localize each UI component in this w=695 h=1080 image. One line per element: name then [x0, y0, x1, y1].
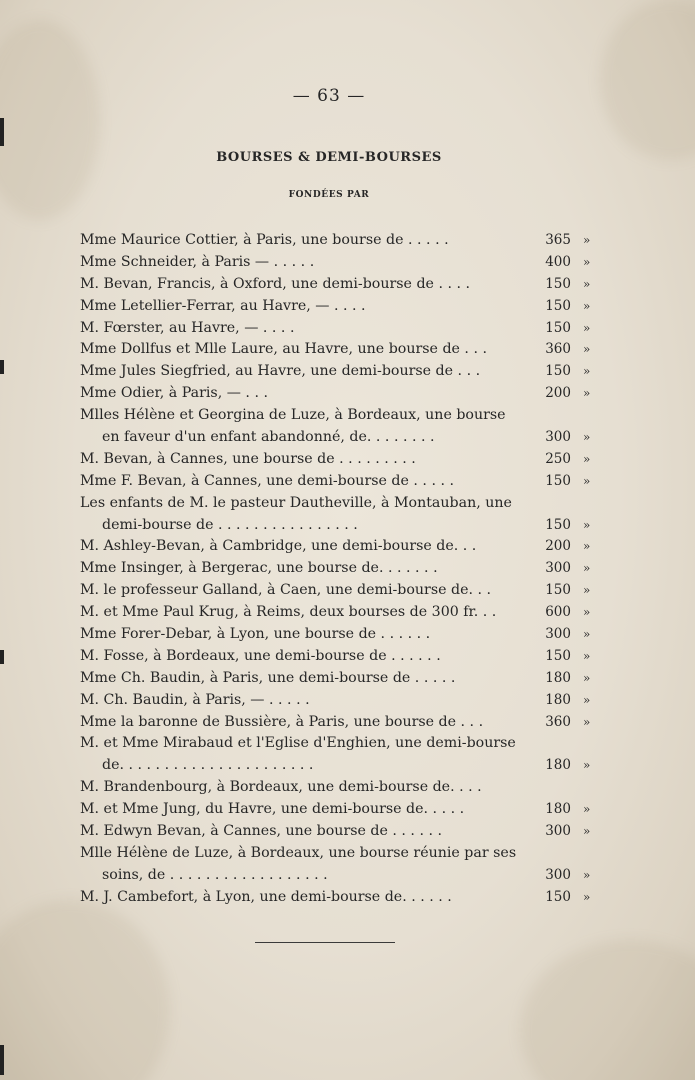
entry-amount: 180 — [545, 801, 571, 818]
entry-mark: » — [583, 320, 591, 335]
entry-mark: » — [583, 867, 591, 882]
list-item — [0, 339, 695, 361]
entry-amount: 300 — [545, 823, 571, 840]
entry-text: Mme Ch. Baudin, à Paris, une demi-bourse de . . . . . — [80, 669, 456, 686]
entry-mark: » — [583, 539, 591, 554]
entry-mark: » — [583, 276, 591, 291]
list-item — [0, 646, 695, 668]
entry-amount: 300 — [545, 866, 571, 883]
entry-text: Mme Insinger, à Bergerac, une bourse de. . . . . . . — [80, 560, 438, 577]
list-item — [0, 843, 695, 865]
list-item — [0, 252, 695, 274]
entry-text: M. Edwyn Bevan, à Cannes, une bourse de . . . . . . — [80, 823, 443, 840]
list-item — [0, 427, 695, 449]
list-item — [0, 515, 695, 537]
page-subtitle: FONDÉES PAR — [288, 190, 370, 200]
entry-mark: » — [583, 430, 591, 445]
list-item — [0, 558, 695, 580]
entry-amount: 150 — [545, 582, 571, 599]
entry-amount: 300 — [545, 626, 571, 643]
entry-mark: » — [583, 561, 591, 576]
entry-amount: 180 — [545, 757, 571, 774]
entry-text: M. Ashley-Bevan, à Cambridge, une demi-bourse de. . . — [80, 538, 477, 555]
entry-amount: 150 — [545, 363, 571, 380]
list-item — [0, 624, 695, 646]
entry-mark: » — [583, 364, 591, 379]
page-number: — 63 — — [292, 86, 366, 106]
list-item — [0, 318, 695, 340]
entry-text: en faveur d'un enfant abandonné, de. . . . . . . . — [102, 429, 435, 446]
entry-mark: » — [583, 254, 591, 269]
entry-text: M. Fœrster, au Havre, — . . . . — [80, 319, 295, 336]
list-item — [0, 777, 695, 799]
entry-amount: 180 — [545, 669, 571, 686]
entry-text: Mme Odier, à Paris, — . . . — [80, 385, 268, 402]
list-item — [0, 668, 695, 690]
donor-list — [0, 230, 695, 909]
entry-mark: » — [583, 889, 591, 904]
entry-text: Mme Schneider, à Paris — . . . . . — [80, 253, 315, 270]
closing-rule — [255, 942, 395, 943]
entry-amount: 200 — [545, 538, 571, 555]
list-item — [0, 821, 695, 843]
page-title: BOURSES & DEMI-BOURSES — [216, 150, 442, 165]
entry-text: Mme F. Bevan, à Cannes, une demi-bourse de . . . . . — [80, 472, 454, 489]
entry-amount: 150 — [545, 516, 571, 533]
list-item — [0, 712, 695, 734]
entry-amount: 150 — [545, 472, 571, 489]
binding-mark — [0, 118, 4, 146]
entry-mark: » — [583, 802, 591, 817]
entry-text: M. le professeur Galland, à Caen, une demi-bourse de. . . — [80, 582, 492, 599]
entry-mark: » — [583, 517, 591, 532]
list-item — [0, 602, 695, 624]
entry-amount: 150 — [545, 888, 571, 905]
entry-mark: » — [583, 342, 591, 357]
list-item — [0, 471, 695, 493]
list-item — [0, 383, 695, 405]
list-item — [0, 865, 695, 887]
entry-text: M. J. Cambefort, à Lyon, une demi-bourse de. . . . . . — [80, 888, 452, 905]
list-item — [0, 493, 695, 515]
list-item — [0, 230, 695, 252]
entry-text: Mme Dollfus et Mlle Laure, au Havre, une bourse de . . . — [80, 341, 487, 358]
list-item — [0, 887, 695, 909]
entry-mark: » — [583, 451, 591, 466]
list-item — [0, 799, 695, 821]
entry-amount: 400 — [545, 253, 571, 270]
entry-mark: » — [583, 605, 591, 620]
entry-text: M. et Mme Mirabaud et l'Eglise d'Enghien, une demi-bourse — [80, 735, 516, 752]
list-item — [0, 755, 695, 777]
list-item — [0, 690, 695, 712]
entry-text: Les enfants de M. le pasteur Dautheville, à Montauban, une — [80, 494, 512, 511]
entry-amount: 150 — [545, 319, 571, 336]
entry-text: M. et Mme Paul Krug, à Reims, deux bourses de 300 fr. . . — [80, 604, 497, 621]
entry-mark: » — [583, 627, 591, 642]
entry-text: demi-bourse de . . . . . . . . . . . . . . . . — [102, 516, 358, 533]
entry-mark: » — [583, 670, 591, 685]
entry-mark: » — [583, 824, 591, 839]
list-item — [0, 296, 695, 318]
list-item — [0, 361, 695, 383]
entry-amount: 200 — [545, 385, 571, 402]
entry-text: Mlle Hélène de Luze, à Bordeaux, une bourse réunie par ses — [80, 844, 517, 861]
entry-amount: 250 — [545, 450, 571, 467]
paper-stain — [600, 0, 695, 160]
binding-mark — [0, 1045, 4, 1075]
entry-amount: 360 — [545, 713, 571, 730]
list-item — [0, 405, 695, 427]
entry-mark: » — [583, 583, 591, 598]
entry-text: M. Ch. Baudin, à Paris, — . . . . . — [80, 691, 310, 708]
entry-text: Mme Letellier-Ferrar, au Havre, — . . . . — [80, 297, 366, 314]
entry-mark: » — [583, 386, 591, 401]
entry-text: Mme la baronne de Bussière, à Paris, une bourse de . . . — [80, 713, 484, 730]
entry-text: Mlles Hélène et Georgina de Luze, à Bordeaux, une bourse — [80, 407, 506, 424]
list-item — [0, 274, 695, 296]
paper-stain — [520, 940, 695, 1080]
paper-stain — [0, 900, 170, 1080]
entry-amount: 180 — [545, 691, 571, 708]
list-item — [0, 733, 695, 755]
entry-amount: 150 — [545, 647, 571, 664]
entry-text: M. Bevan, à Cannes, une bourse de . . . . . . . . . — [80, 450, 416, 467]
entry-mark: » — [583, 714, 591, 729]
entry-text: M. Brandenbourg, à Bordeaux, une demi-bourse de. . . . — [80, 779, 482, 796]
entry-text: Mme Forer-Debar, à Lyon, une bourse de . . . . . . — [80, 626, 431, 643]
list-item — [0, 580, 695, 602]
list-item — [0, 536, 695, 558]
entry-amount: 300 — [545, 429, 571, 446]
entry-text: M. Fosse, à Bordeaux, une demi-bourse de . . . . . . — [80, 647, 441, 664]
entry-mark: » — [583, 692, 591, 707]
entry-mark: » — [583, 758, 591, 773]
entry-amount: 150 — [545, 275, 571, 292]
entry-amount: 360 — [545, 341, 571, 358]
entry-mark: » — [583, 473, 591, 488]
entry-text: Mme Maurice Cottier, à Paris, une bourse de . . . . . — [80, 232, 449, 248]
entry-amount: 365 — [545, 232, 571, 248]
entry-amount: 150 — [545, 297, 571, 314]
entry-text: soins, de . . . . . . . . . . . . . . . . . . — [102, 866, 328, 883]
entry-mark: » — [583, 233, 591, 247]
list-item — [0, 449, 695, 471]
entry-mark: » — [583, 298, 591, 313]
entry-mark: » — [583, 648, 591, 663]
entry-amount: 300 — [545, 560, 571, 577]
entry-text: Mme Jules Siegfried, au Havre, une demi-bourse de . . . — [80, 363, 481, 380]
entry-text: M. et Mme Jung, du Havre, une demi-bourse de. . . . . — [80, 801, 465, 818]
entry-text: M. Bevan, Francis, à Oxford, une demi-bourse de . . . . — [80, 275, 471, 292]
entry-amount: 600 — [545, 604, 571, 621]
entry-text: de. . . . . . . . . . . . . . . . . . . . . . — [102, 757, 314, 774]
